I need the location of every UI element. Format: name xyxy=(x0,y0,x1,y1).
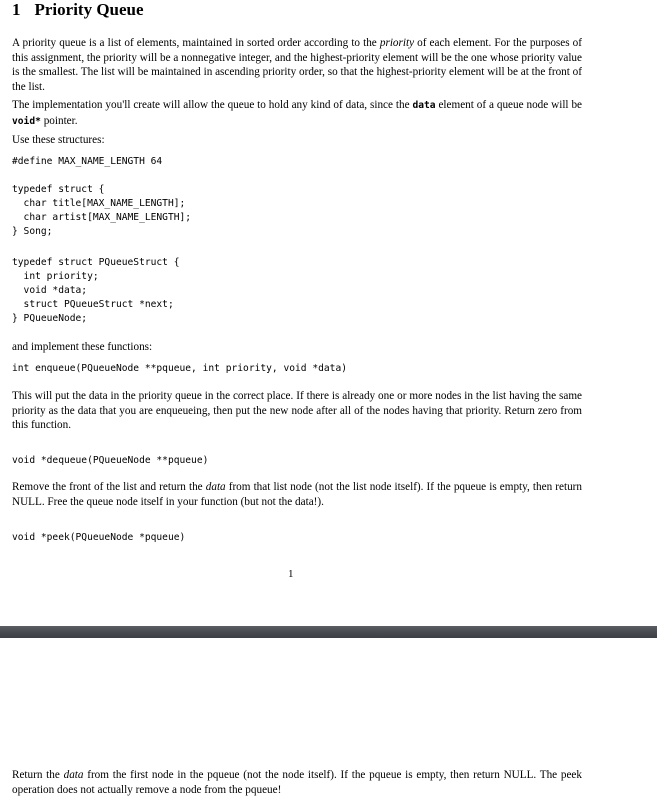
enqueue-description: This will put the data in the priority queue in the correct place. If there is already one or more nodes in the list having the same priority as the data that you are enqueueing, then put the new node after all of the nodes having that priority. Return zero from this function. xyxy=(12,390,582,431)
intro-emphasis: priority xyxy=(379,37,415,49)
section-title: Priority Queue xyxy=(34,0,144,19)
pqueue-struct-code: typedef struct PQueueStruct { int priority; void *data; struct PQueueStruct *next; } PQueueNode; xyxy=(12,257,180,324)
dequeue-emphasis: data xyxy=(205,481,226,493)
implementation-paragraph xyxy=(12,98,582,129)
document-page-2 xyxy=(0,638,657,810)
dequeue-text-2: from that list node (not the list node itself). If the pqueue is empty, then return NULL. Free the queue node itself in your function (but not the data!). xyxy=(12,481,582,508)
intro-text-1: A priority queue is a list of elements, maintained in sorted order according to the xyxy=(12,37,380,49)
define-code: #define MAX_NAME_LENGTH 64 xyxy=(12,156,163,167)
dequeue-description xyxy=(12,480,582,509)
impl-text-2: element of a queue node will be xyxy=(435,99,582,111)
implement-functions-text: and implement these functions: xyxy=(12,341,153,353)
impl-text-1: The implementation you'll create will allow the queue to hold any kind of data, since the xyxy=(12,99,413,111)
song-struct-code: typedef struct { char title[MAX_NAME_LENGTH]; char artist[MAX_NAME_LENGTH]; } Song; xyxy=(12,184,192,237)
impl-code-voidptr: void* xyxy=(12,115,41,127)
dequeue-signature: void *dequeue(PQueueNode **pqueue) xyxy=(12,455,209,466)
page-number: 1 xyxy=(288,568,294,580)
intro-paragraph xyxy=(12,36,582,94)
dequeue-text-1: Remove the front of the list and return the xyxy=(12,481,206,493)
section-heading xyxy=(12,0,144,20)
impl-code-data: data xyxy=(412,100,436,111)
peek-description xyxy=(12,768,582,797)
peek-text-2: from the first node in the pqueue (not the node itself). If the pqueue is empty, then return NULL. The peek operation does not actually remove a node from the pqueue! xyxy=(12,769,582,796)
intro-text-2: of each element. For the purposes of this assignment, the priority will be a nonnegative integer, and the highest-priority element will be the one whose priority value is the smallest. The list will be maintained in ascending priority order, so that the highest-priority element will be at the front of the list. xyxy=(12,37,582,93)
use-structures-text: Use these structures: xyxy=(12,134,105,146)
peek-emphasis: data xyxy=(63,769,84,781)
section-number: 1 xyxy=(12,0,21,19)
impl-text-3: pointer. xyxy=(40,114,78,127)
enqueue-signature: int enqueue(PQueueNode **pqueue, int priority, void *data) xyxy=(12,363,348,374)
peek-signature: void *peek(PQueueNode *pqueue) xyxy=(12,532,186,543)
page-separator xyxy=(0,626,657,638)
peek-text-1: Return the xyxy=(12,769,64,781)
